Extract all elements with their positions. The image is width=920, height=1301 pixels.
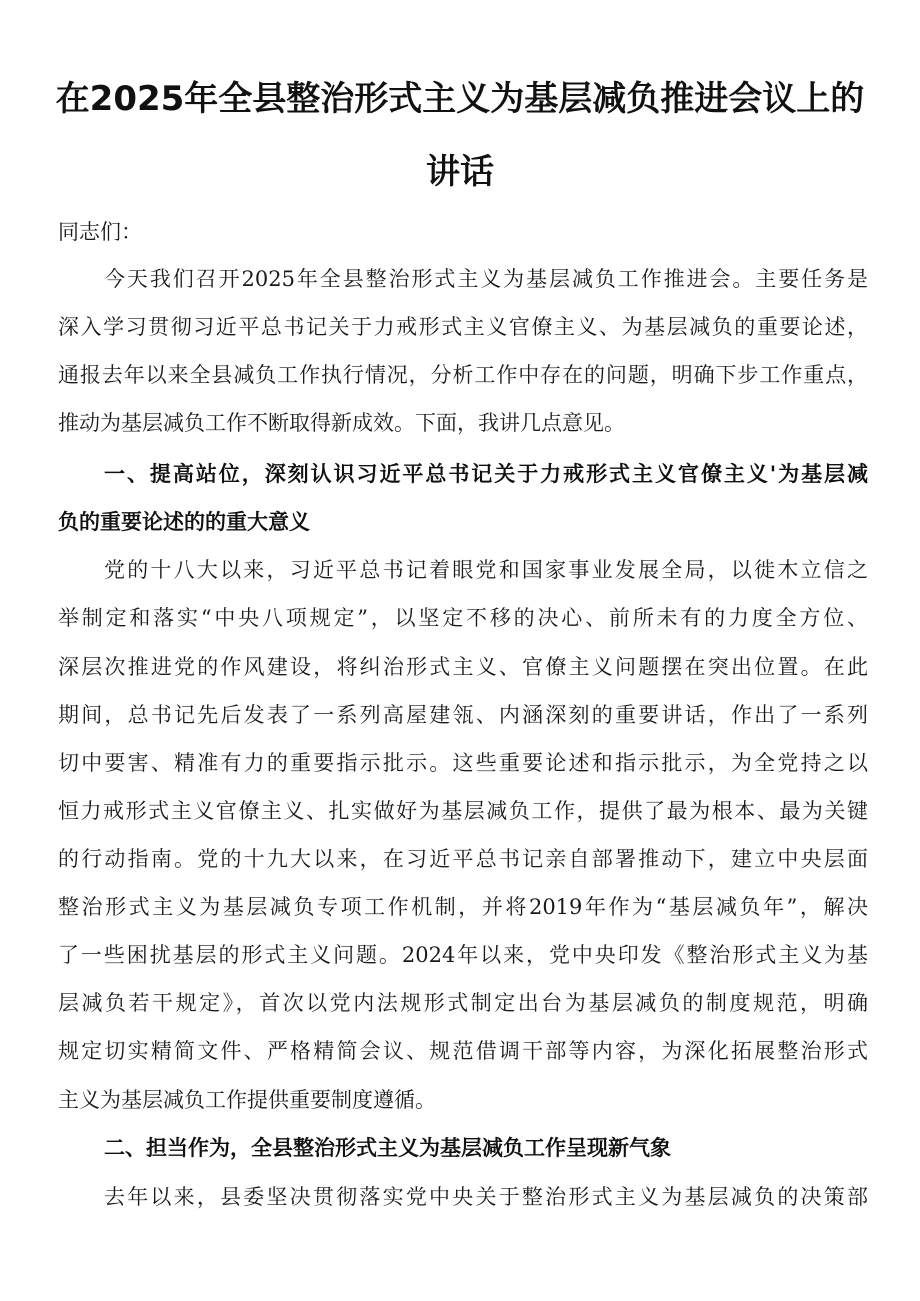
section-2-heading: 二、担当作为，全县整治形式主义为基层减负工作呈现新气象 [104,1136,671,1160]
section-1-body-line: 的行动指南。党的十九大以来，在习近平总书记亲自部署推动下，建立中央层面 [58,847,868,871]
intro-line: 深入学习贯彻习近平总书记关于力戒形式主义官僚主义、为基层减负的重要论述， [58,315,868,339]
section-1-body-line: 党的十八大以来，习近平总书记着眼党和国家事业发展全局，以徙木立信之 [104,558,868,582]
section-1-body-line: 主义为基层减负工作提供重要制度遵循。 [58,1088,436,1112]
section-2-body-line: 去年以来，县委坚决贯彻落实党中央关于整治形式主义为基层减负的决策部 [104,1185,868,1209]
salutation: 同志们： [58,220,142,244]
section-1-body-line: 深层次推进党的作风建设，将纠治形式主义、官僚主义问题摆在突出位置。在此 [58,655,868,679]
section-1-body-line: 期间，总书记先后发表了一系列高屋建瓴、内涵深刻的重要讲话，作出了一系列 [58,703,868,727]
section-1-body-line: 了一些困扰基层的形式主义问题。2024年以来，党中央印发《整治形式主义为基 [58,943,868,967]
section-1-body-line: 规定切实精简文件、严格精简会议、规范借调干部等内容，为深化拓展整治形式 [58,1039,868,1063]
intro-line: 今天我们召开2025年全县整治形式主义为基层减负工作推进会。主要任务是 [104,267,868,291]
section-1-body-line: 切中要害、精准有力的重要指示批示。这些重要论述和指示批示，为全党持之以 [58,751,868,775]
document-title-line-2: 讲话 [426,152,494,192]
section-1-body-line: 举制定和落实“中央八项规定”，以坚定不移的决心、前所未有的力度全方位、 [58,606,868,630]
section-1-body-line: 整治形式主义为基层减负专项工作机制，并将2019年作为“基层减负年”，解决 [58,895,868,919]
document-title-line-1: 在2025年全县整治形式主义为基层减负推进会议上的 [55,79,865,119]
section-1-body-line: 恒力戒形式主义官僚主义、扎实做好为基层减负工作，提供了最为根本、最为关键 [58,799,868,823]
intro-line: 推动为基层减负工作不断取得新成效。下面，我讲几点意见。 [58,411,625,435]
section-1-heading-line: 负的重要论述的的重大意义 [58,510,310,534]
section-1-body-line: 层减负若干规定》，首次以党内法规形式制定出台为基层减负的制度规范，明确 [58,991,868,1015]
intro-line: 通报去年以来全县减负工作执行情况，分析工作中存在的问题，明确下步工作重点， [58,363,868,387]
section-1-heading-line: 一、提高站位，深刻认识习近平总书记关于力戒形式主义官僚主义'为基层减 [104,462,868,486]
